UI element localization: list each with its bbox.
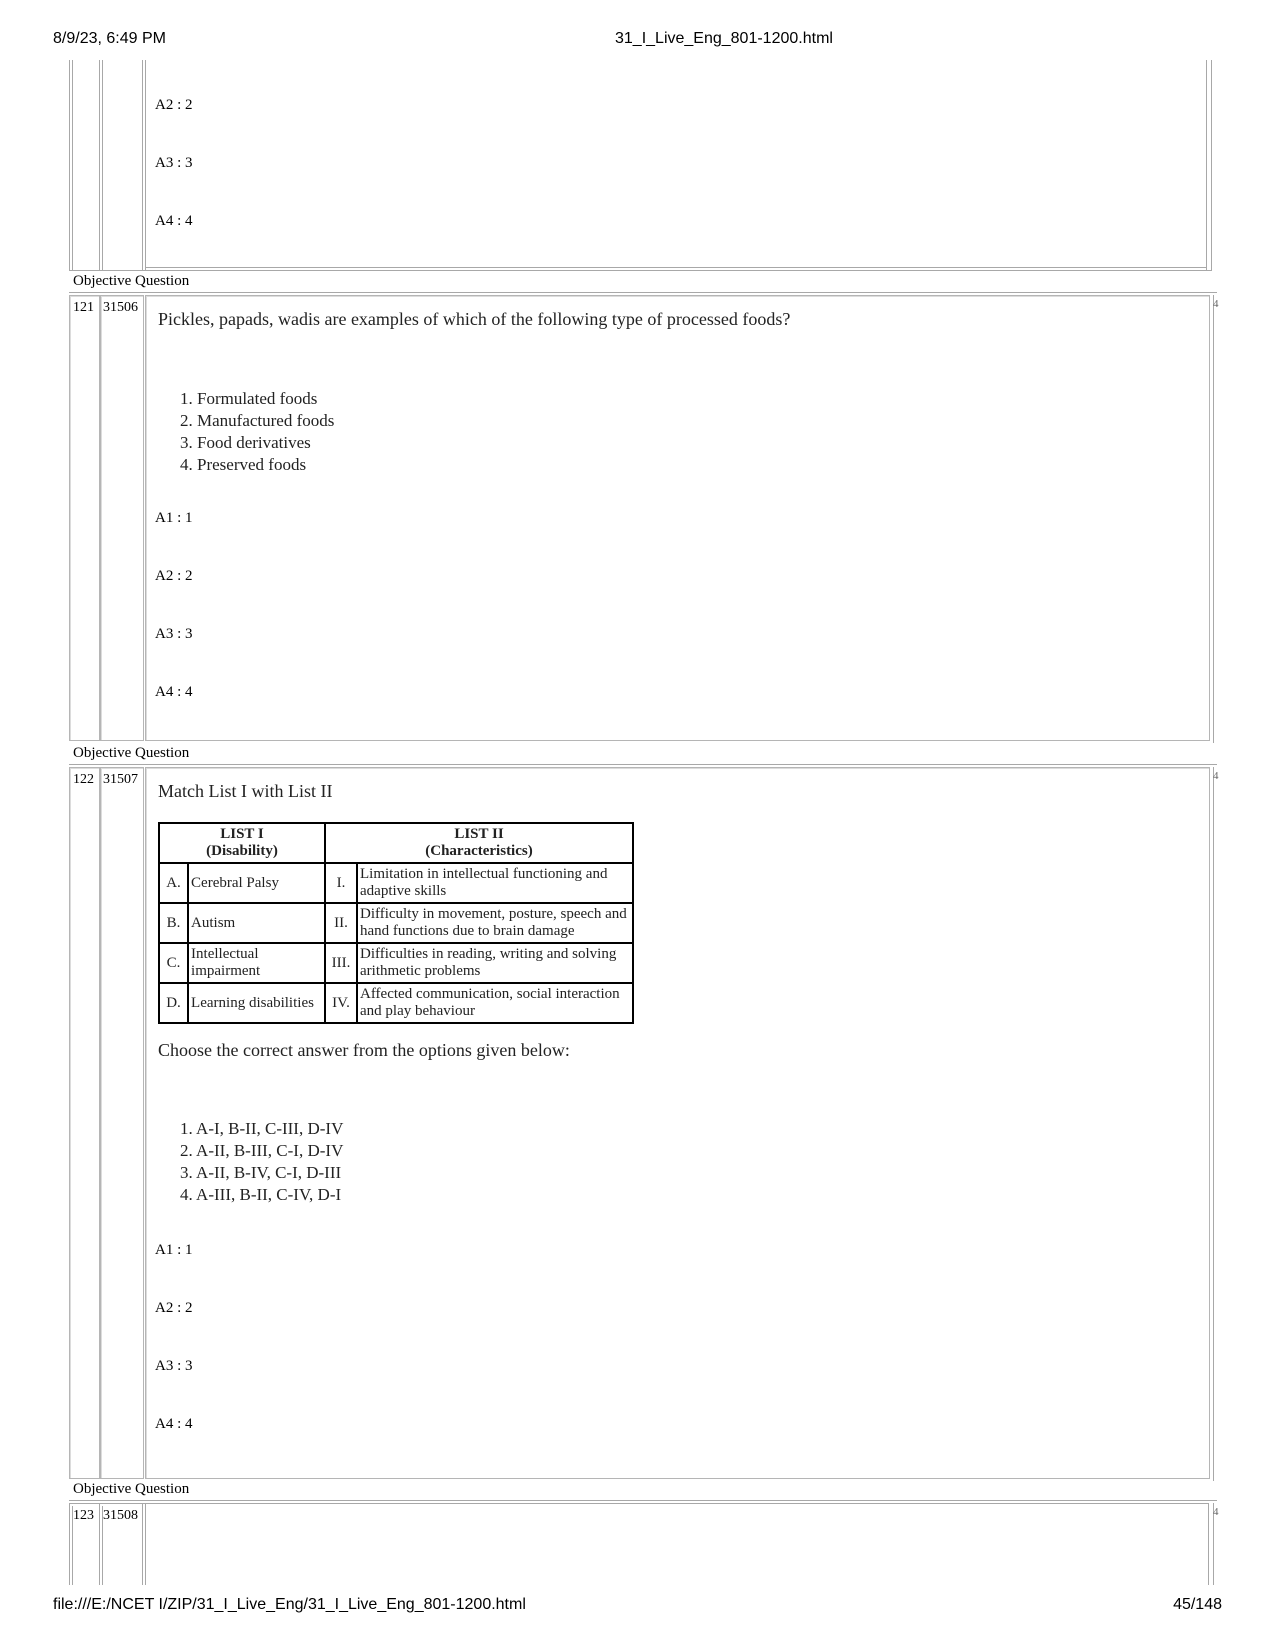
list-2-key: III. xyxy=(325,943,357,983)
answer-line: A2 : 2 xyxy=(155,1300,193,1316)
question-text: Pickles, papads, wadis are examples of which of the following type of processed foods? xyxy=(158,309,791,329)
table-border xyxy=(142,1503,143,1585)
options-list xyxy=(180,1118,343,1206)
list-2-key: IV. xyxy=(325,983,357,1023)
list-1-key: B. xyxy=(159,903,188,943)
list-1-value: Cerebral Palsy xyxy=(188,863,325,903)
list-1-title: LIST I xyxy=(220,826,264,842)
option-item: 3. Food derivatives xyxy=(180,433,311,452)
question-id-cell xyxy=(100,767,144,1479)
table-border xyxy=(145,1503,146,1585)
question-id: 31508 xyxy=(103,1508,138,1523)
table-border xyxy=(69,292,1217,293)
list-2-title: LIST II xyxy=(454,826,504,842)
table-border xyxy=(1213,295,1214,743)
option-item: 3. A-II, B-IV, C-I, D-III xyxy=(180,1163,342,1182)
list-2-value: Affected communication, social interaction and play behaviour xyxy=(357,983,633,1023)
question-number-cell xyxy=(69,767,100,1479)
objective-question-label: Objective Question xyxy=(73,1481,190,1497)
list-2-value: Difficulty in movement, posture, speech and hand functions due to brain damage xyxy=(357,903,633,943)
list-2-subtitle: (Characteristics) xyxy=(425,843,533,859)
table-row xyxy=(159,903,633,943)
answer-line: A1 : 1 xyxy=(155,510,193,526)
answer-line: A1 : 1 xyxy=(155,1242,193,1258)
table-border xyxy=(102,60,103,270)
question-text: Match List I with List II xyxy=(158,781,333,801)
corner-mark: 4 xyxy=(1213,1506,1219,1518)
list-1-value: Learning disabilities xyxy=(188,983,325,1023)
table-row xyxy=(159,943,633,983)
question-id: 31506 xyxy=(103,300,138,315)
question-number-cell xyxy=(69,295,100,741)
list-1-key: C. xyxy=(159,943,188,983)
option-item: 2. A-II, B-III, C-I, D-IV xyxy=(180,1141,344,1160)
list-2-key: I. xyxy=(325,863,357,903)
objective-question-label: Objective Question xyxy=(73,273,190,289)
question-body-cell xyxy=(145,295,1210,741)
table-border xyxy=(69,270,1212,271)
table-row xyxy=(159,983,633,1023)
answer-line: A4 : 4 xyxy=(155,1416,193,1432)
answer-line: A2 : 2 xyxy=(155,568,193,584)
table-border xyxy=(72,60,73,270)
table-border xyxy=(1211,60,1212,270)
answer-line: A4 : 4 xyxy=(155,213,193,229)
table-border xyxy=(145,60,146,270)
match-list-table xyxy=(158,822,634,1024)
list-2-header xyxy=(325,823,633,863)
option-item: 4. A-III, B-II, C-IV, D-I xyxy=(180,1185,342,1204)
question-number: 123 xyxy=(73,1508,94,1523)
question-number: 121 xyxy=(73,300,94,315)
objective-question-label: Objective Question xyxy=(73,745,190,761)
answer-line: A3 : 3 xyxy=(155,626,193,642)
list-1-subtitle: (Disability) xyxy=(206,843,278,859)
option-item: 1. Formulated foods xyxy=(180,389,318,408)
option-item: 2. Manufactured foods xyxy=(180,411,335,430)
table-border xyxy=(99,1503,100,1585)
print-page-number: 45/148 xyxy=(1173,1596,1222,1613)
table-border xyxy=(69,1503,70,1585)
table-border xyxy=(69,764,1217,765)
table-border xyxy=(1208,1503,1209,1585)
list-1-key: A. xyxy=(159,863,188,903)
corner-mark: 4 xyxy=(1213,298,1219,310)
list-1-value: Autism xyxy=(188,903,325,943)
list-2-value: Limitation in intellectual functioning and adaptive skills xyxy=(357,863,633,903)
question-id-cell xyxy=(100,295,144,741)
table-border xyxy=(142,60,143,270)
question-id: 31507 xyxy=(103,772,138,787)
answer-line: A3 : 3 xyxy=(155,155,193,171)
table-border xyxy=(99,60,100,270)
list-2-key: II. xyxy=(325,903,357,943)
print-title: 31_I_Live_Eng_801-1200.html xyxy=(615,30,833,47)
list-2-value: Difficulties in reading, writing and solving arithmetic problems xyxy=(357,943,633,983)
answer-line: A2 : 2 xyxy=(155,97,193,113)
table-border xyxy=(1213,767,1214,1481)
list-1-header xyxy=(159,823,325,863)
print-date: 8/9/23, 6:49 PM xyxy=(53,30,166,47)
answer-line: A4 : 4 xyxy=(155,684,193,700)
list-1-value: Intellectual impairment xyxy=(188,943,325,983)
option-item: 4. Preserved foods xyxy=(180,455,307,474)
table-border xyxy=(145,267,1206,268)
question-number: 122 xyxy=(73,772,94,787)
corner-mark: 4 xyxy=(1213,770,1219,782)
table-border xyxy=(1206,60,1207,270)
answer-line: A3 : 3 xyxy=(155,1358,193,1374)
options-list xyxy=(180,388,334,476)
table-border xyxy=(69,1503,1209,1504)
table-border xyxy=(69,1500,1217,1501)
table-row xyxy=(159,863,633,903)
option-item: 1. A-I, B-II, C-III, D-IV xyxy=(180,1119,344,1138)
list-1-key: D. xyxy=(159,983,188,1023)
print-file-path: file:///E:/NCET I/ZIP/31_I_Live_Eng/31_I_Live_Eng_801-1200.html xyxy=(53,1596,526,1613)
choose-instruction: Choose the correct answer from the options given below: xyxy=(158,1040,570,1060)
table-border xyxy=(69,60,70,270)
